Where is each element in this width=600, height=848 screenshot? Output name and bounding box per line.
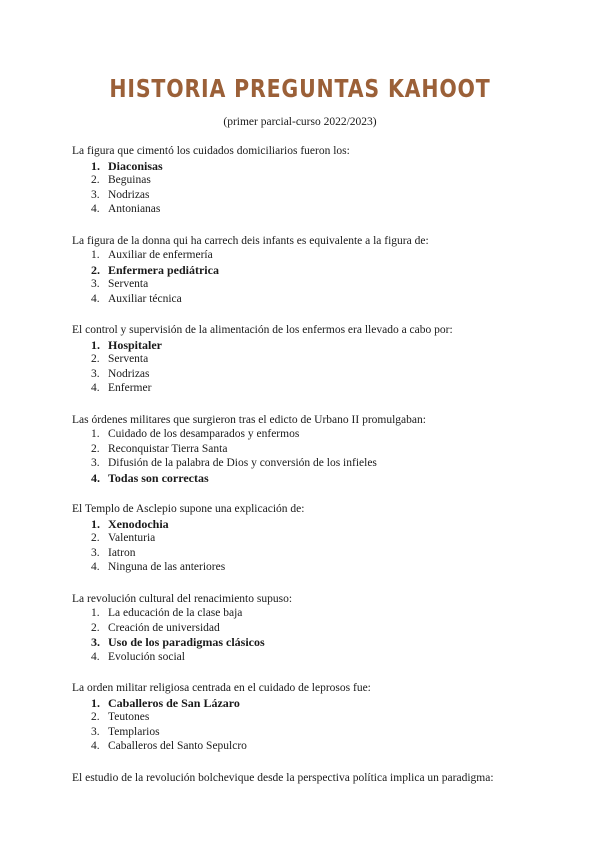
option-text: Todas son correctas	[108, 470, 209, 485]
answer-option	[91, 381, 560, 396]
answer-options	[72, 696, 560, 754]
answer-option	[91, 710, 560, 725]
question-list	[72, 144, 560, 802]
option-text: Auxiliar técnica	[108, 292, 182, 305]
option-text: Caballeros del Santo Sepulcro	[108, 740, 247, 752]
option-text: Valenturia	[108, 532, 156, 544]
option-number: 2.	[91, 621, 100, 634]
option-text: Nodrizas	[108, 188, 150, 201]
option-number: 1.	[91, 607, 100, 619]
option-text: Serventa	[108, 353, 149, 365]
answer-options	[72, 517, 560, 575]
option-text: Auxiliar de enfermería	[108, 249, 213, 261]
answer-option	[91, 173, 560, 188]
question-block	[72, 502, 560, 575]
question-text: El estudio de la revolución bolchevique desde la perspectiva política implica un paradigma:	[72, 771, 494, 784]
question-text: La orden militar religiosa centrada en el cuidado de leprosos fue:	[72, 682, 371, 694]
question-block	[72, 413, 560, 486]
answer-option-correct	[91, 159, 560, 174]
option-number: 1.	[91, 249, 100, 261]
answer-option	[91, 248, 560, 263]
option-number: 2.	[91, 353, 100, 365]
option-text: Templarios	[108, 725, 160, 738]
answer-options	[72, 338, 560, 396]
option-text: Antonianas	[108, 203, 161, 215]
question-text: La revolución cultural del renacimiento supuso:	[72, 592, 293, 605]
option-text: Difusión de la palabra de Dios y conversión de los infieles	[108, 457, 377, 469]
option-text: Evolución social	[108, 650, 185, 663]
answer-option-correct	[91, 696, 560, 711]
option-text: Diaconisas	[108, 158, 163, 173]
answer-option	[91, 456, 560, 471]
question-text: El control y supervisión de la alimentación de los enfermos era llevado a cabo por:	[72, 324, 453, 336]
option-number: 1.	[91, 158, 100, 173]
answer-option	[91, 621, 560, 636]
answer-option	[91, 277, 560, 292]
question-block	[72, 771, 560, 786]
option-text: Caballeros de San Lázaro	[108, 695, 240, 710]
option-number: 4.	[91, 382, 100, 394]
option-number: 4.	[91, 650, 100, 663]
option-number: 3.	[91, 457, 100, 469]
option-text: Ninguna de las anteriores	[108, 561, 226, 573]
option-number: 1.	[91, 516, 100, 531]
option-text: Creación de universidad	[108, 621, 220, 634]
option-text: Enfermer	[108, 382, 152, 394]
option-text: Enfermera pediátrica	[108, 262, 219, 277]
question-text: El Templo de Asclepio supone una explicación de:	[72, 503, 305, 515]
option-number: 2.	[91, 174, 100, 186]
question-text: La figura que cimentó los cuidados domiciliarios fueron los:	[72, 145, 350, 157]
option-text: Uso de los paradigmas clásicos	[108, 635, 265, 649]
option-number: 1.	[91, 337, 100, 352]
answer-options	[72, 248, 560, 306]
document-subtitle: (primer parcial-curso 2022/2023)	[223, 116, 377, 128]
option-number: 4.	[91, 470, 100, 485]
question-block	[72, 323, 560, 396]
answer-option-correct	[91, 517, 560, 532]
question-block	[72, 681, 560, 754]
answer-option	[91, 739, 560, 754]
answer-option	[91, 531, 560, 546]
option-text: Nodrizas	[108, 367, 150, 380]
option-number: 4.	[91, 203, 100, 215]
option-text: Beguinas	[108, 174, 151, 186]
question-block	[72, 592, 560, 665]
option-number: 1.	[91, 695, 100, 710]
question-text: Las órdenes militares que surgieron tras el edicto de Urbano II promulgaban:	[72, 413, 426, 426]
option-number: 3.	[91, 635, 100, 649]
option-number: 4.	[91, 292, 100, 305]
answer-option-correct	[91, 338, 560, 353]
answer-option-correct	[91, 471, 560, 486]
answer-option	[91, 188, 560, 203]
option-text: Serventa	[108, 278, 149, 290]
option-number: 2.	[91, 442, 100, 455]
option-text: La educación de la clase baja	[108, 607, 243, 619]
question-text: La figura de la donna qui ha carrech deis infants es equivalente a la figura de:	[72, 234, 429, 247]
option-number: 3.	[91, 188, 100, 201]
option-number: 3.	[91, 725, 100, 738]
option-text: Cuidado de los desamparados y enfermos	[108, 428, 300, 440]
answer-option	[91, 292, 560, 307]
answer-option	[91, 725, 560, 740]
answer-option	[91, 606, 560, 621]
option-number: 3.	[91, 367, 100, 380]
answer-options	[72, 606, 560, 664]
answer-option-correct	[91, 263, 560, 278]
option-text: Hospitaler	[108, 337, 162, 352]
answer-option	[91, 560, 560, 575]
option-text: Teutones	[108, 711, 150, 723]
answer-option	[91, 352, 560, 367]
option-number: 2.	[91, 532, 100, 544]
option-number: 3.	[91, 278, 100, 290]
option-number: 1.	[91, 428, 100, 440]
option-text: Reconquistar Tierra Santa	[108, 442, 228, 455]
option-text: Iatron	[108, 546, 136, 559]
answer-option-correct	[91, 635, 560, 650]
answer-options	[72, 427, 560, 485]
answer-options	[72, 159, 560, 217]
option-text: Xenodochia	[108, 516, 169, 531]
option-number: 4.	[91, 561, 100, 573]
answer-option	[91, 202, 560, 217]
question-block	[72, 234, 560, 307]
option-number: 2.	[91, 711, 100, 723]
option-number: 3.	[91, 546, 100, 559]
answer-option	[91, 442, 560, 457]
option-number: 4.	[91, 740, 100, 752]
question-block	[72, 144, 560, 217]
answer-option	[91, 427, 560, 442]
answer-option	[91, 650, 560, 665]
option-number: 2.	[91, 262, 100, 277]
document-title: HISTORIA PREGUNTAS KAHOOT	[109, 74, 491, 103]
answer-option	[91, 367, 560, 382]
answer-option	[91, 546, 560, 561]
